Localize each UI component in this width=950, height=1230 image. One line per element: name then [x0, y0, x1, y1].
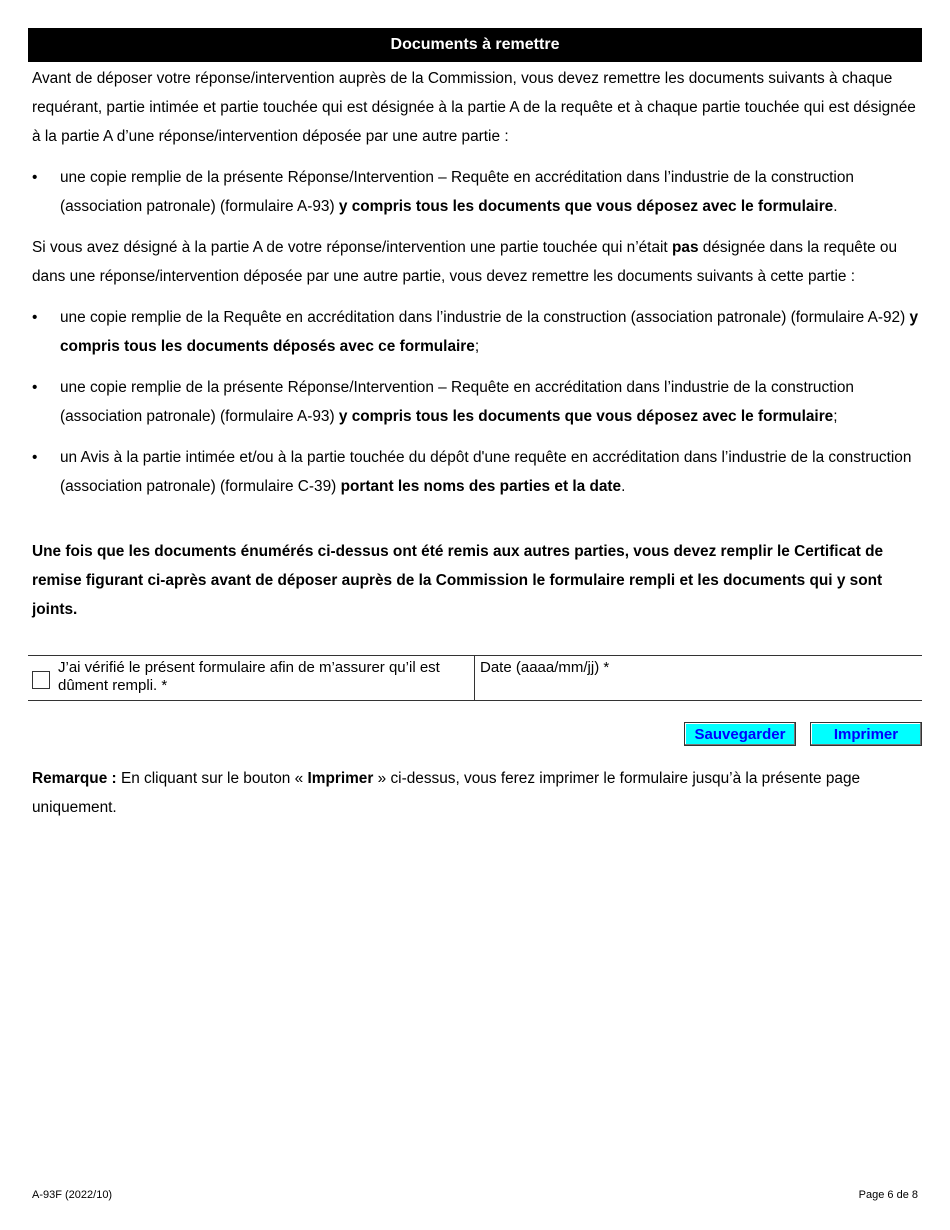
affected-party-paragraph: Si vous avez désigné à la partie A de votre réponse/intervention une partie touchée qui n’était pas désignée dans la requête ou dans une réponse/intervention déposée par une autre partie, vous devez remettre les documents suivants à cette partie : [32, 239, 898, 285]
bullet: • [32, 169, 38, 186]
date-label: Date (aaaa/mm/jj) * [480, 659, 610, 676]
verification-checkbox[interactable] [32, 671, 50, 689]
date-field[interactable] [475, 656, 922, 700]
certificate-instruction: Une fois que les documents énumérés ci-dessus ont été remis aux autres parties, vous devez remplir le Certificat de remise figurant ci-après avant de déposer auprès de la Commission le formulaire rempli et les documents qui y sont joints. [32, 543, 884, 618]
page-number: Page 6 de 8 [858, 1189, 918, 1201]
list-item: • une copie remplie de la Requête en accréditation dans l’industrie de la construction (association patronale) (formulaire A-92) y compris tous les documents déposés avec ce formulaire; [32, 303, 922, 361]
remark-note: Remarque : En cliquant sur le bouton « Imprimer » ci-dessus, vous ferez imprimer le formulaire jusqu’à la présente page uniquement. [32, 770, 861, 816]
form-id: A-93F (2022/10) [32, 1189, 113, 1201]
print-button[interactable]: Imprimer [810, 722, 922, 746]
intro-paragraph: Avant de déposer votre réponse/intervention auprès de la Commission, vous devez remettre les documents suivants à chaque requérant, partie intimée et partie touchée qui est désignée à la partie A de la requête et à chaque partie touchée qui est désignée à la partie A d’une réponse/intervention déposée par une autre partie : [32, 70, 916, 145]
list-item: • une copie remplie de la présente Réponse/Intervention – Requête en accréditation dans l’industrie de la construction (association patronale) (formulaire A-93) y compris tous les documents que vous déposez avec le formulaire. [32, 163, 922, 221]
bullet: • [32, 309, 38, 326]
verification-label: J’ai vérifié le présent formulaire afin de m’assurer qu’il est dûment rempli. * [58, 659, 440, 694]
section-header [28, 28, 922, 62]
bullet: • [32, 379, 38, 396]
certification-row [28, 655, 922, 701]
instructions [32, 64, 922, 624]
list-item: • une copie remplie de la présente Réponse/Intervention – Requête en accréditation dans l’industrie de la construction (association patronale) (formulaire A-93) y compris tous les documents que vous déposez avec le formulaire; [32, 373, 922, 431]
list-recipients-all [32, 163, 922, 221]
section-title: Documents à remettre [390, 36, 560, 53]
verification-cell [28, 656, 475, 700]
save-button[interactable]: Sauvegarder [684, 722, 796, 746]
list-recipients-affected [32, 303, 922, 501]
bullet: • [32, 449, 38, 466]
list-item: • un Avis à la partie intimée et/ou à la partie touchée du dépôt d'une requête en accréditation dans l’industrie de la construction (association patronale) (formulaire C-39) portant les noms des parties et la date. [32, 443, 922, 501]
